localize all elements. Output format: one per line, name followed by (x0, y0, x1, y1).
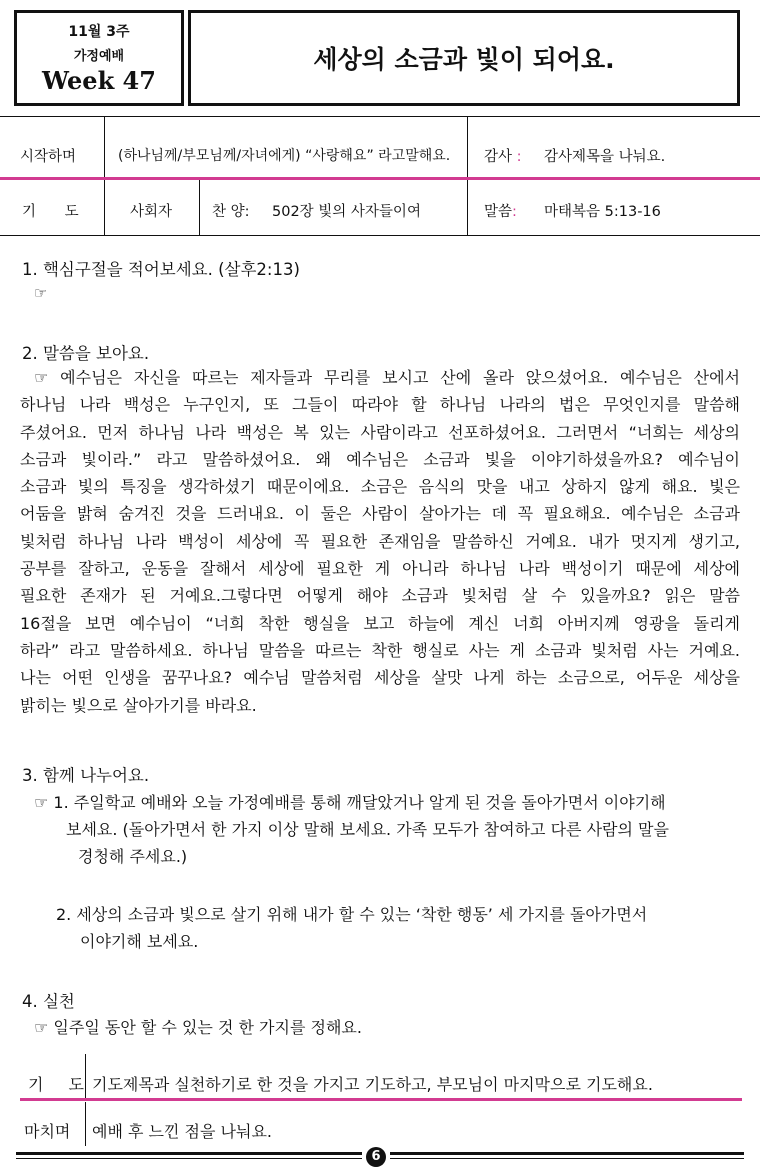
divider (467, 117, 468, 177)
question-2-line: 이야기해 보세요. (80, 932, 199, 951)
divider (199, 180, 200, 235)
thanks-colon: : (516, 149, 522, 165)
week-number: Week 47 (42, 66, 156, 95)
footer-rule (16, 1158, 362, 1159)
closing-end-label: 마치며 (24, 1122, 71, 1141)
table-top-rule (0, 116, 760, 117)
prayer-label: 기 도 (22, 204, 91, 220)
sermon-line: 주셨어요. 먼저 하나님 나라 백성은 복 있는 사람이라고 선포하셨어요. 그러면서 “너희는 세상의 (20, 422, 740, 442)
sermon-line: 빛처럼 하나님 나라 백성이 세상에 꼭 필요한 존재임을 말씀하신 거예요. 내가 멋지게 생기고, (20, 531, 740, 551)
page-title (188, 10, 740, 106)
section-3-title: 3. 함께 나누어요. (22, 766, 150, 785)
week-date: 11월 3주 (68, 24, 130, 40)
divider (85, 1102, 86, 1146)
sermon-line: 공부를 잘하고, 운동을 잘해서 세상에 필요한 게 아니라 하나님 나라 백성이기 때문에 세상에 (20, 559, 740, 579)
thanks-label: 감사 : (484, 149, 522, 165)
start-label: 시작하며 (20, 149, 77, 165)
section-2-title: 2. 말씀을 보아요. (22, 344, 150, 363)
question-1-line: 경청해 주세요.) (78, 847, 188, 866)
week-box (14, 10, 184, 106)
practice-line: ☞ 일주일 동안 할 수 있는 것 한 가지를 정해요. (34, 1018, 362, 1037)
sermon-line: 하라” 라고 말씀하세요. 하나님 말씀을 따르는 착한 행실로 사는 게 소금과 빛처럼 사는 거예요. (20, 640, 740, 660)
page-number: 6 (366, 1147, 386, 1167)
week-subtitle: 가정예배 (73, 49, 125, 64)
closing-mid-rule (20, 1098, 742, 1101)
sermon-line: ☞ 예수님은 자신을 따르는 제자들과 무리를 보시고 산에 올라 앉으셨어요. 예수님은 산에서 (34, 368, 740, 387)
footer-rule (390, 1152, 744, 1155)
section-1-title: 1. 핵심구절을 적어보세요. (살후2:13) (22, 260, 300, 279)
word-colon: : (512, 204, 517, 220)
word-text: 마태복음 5:13-16 (544, 204, 661, 220)
question-2-line: 2. 세상의 소금과 빛으로 살기 위해 내가 할 수 있는 ‘착한 행동’ 세 가지를 돌아가면서 (56, 905, 648, 924)
thanks-text: 감사제목을 나눠요. (544, 149, 666, 165)
sermon-line: 필요한 존재가 된 거예요.그렇다면 어떻게 해야 소금과 빛처럼 살 수 있을까요? 읽은 말씀 (20, 586, 740, 606)
sermon-line: 어둠을 밝혀 숨겨진 것을 드러내요. 이 둘은 사람이 살아가는 데 꼭 필요해요. 예수님은 소금과 (20, 504, 740, 524)
sermon-line: 밝히는 빛으로 살아가기를 바라요. (20, 695, 257, 715)
question-1-line: 보세요. (돌아가면서 한 가지 이상 말해 보세요. 가족 모두가 참여하고 다른 사람의 말을 (66, 820, 669, 839)
divider (104, 117, 105, 177)
closing-prayer-label: 기 도 (28, 1075, 94, 1094)
sermon-paragraph (20, 364, 740, 719)
sermon-line: 소금과 빛의 특징을 생각하셨기 때문이에요. 소금은 음식의 맛을 내고 상하지 않게 해요. 빛은 (20, 477, 740, 497)
leader-label: 사회자 (130, 204, 173, 220)
closing-end-text: 예배 후 느낀 점을 나눠요. (92, 1122, 272, 1141)
sermon-line: 나는 어떤 인생을 꿈꾸나요? 예수님 말씀처럼 세상을 살맛 나게 하는 소금으로, 어두운 세상을 (20, 668, 740, 688)
footer-rule (16, 1152, 362, 1155)
section-4-title: 4. 실천 (22, 992, 75, 1011)
sermon-line: 16절을 보면 예수님이 “너희 착한 행실을 보고 하늘에 계신 너희 아버지께 영광을 돌리게 (20, 613, 740, 633)
table-bottom-rule (0, 235, 760, 236)
hymn-label: 찬 양: (212, 204, 250, 220)
sermon-line: 소금과 빛이라.” 라고 말씀하셨어요. 왜 예수님은 소금과 빛을 이야기하셨을까요? 예수님이 (20, 449, 740, 469)
divider (467, 180, 468, 235)
page-title-text: 세상의 소금과 빛이 되어요. (313, 45, 615, 74)
divider (104, 180, 105, 235)
sermon-line: 하나님 나라 백성은 누구인지, 또 그들이 따라야 할 하나님 나라의 법은 무엇인지를 말씀해 (20, 395, 740, 415)
table-mid-rule (0, 177, 760, 180)
start-text: (하나님께/부모님께/자녀에게) “사랑해요” 라고말해요. (118, 148, 451, 164)
word-label: 말씀: (484, 204, 517, 220)
pointing-hand-icon: ☞ (34, 284, 48, 302)
closing-prayer-text: 기도제목과 실천하기로 한 것을 가지고 기도하고, 부모님이 마지막으로 기도해요. (92, 1075, 653, 1094)
question-1-line: ☞ 1. 주일학교 예배와 오늘 가정예배를 통해 깨달았거나 알게 된 것을 돌아가면서 이야기해 (34, 793, 666, 812)
footer-rule (390, 1158, 744, 1159)
hymn-text: 502장 빛의 사자들이여 (272, 204, 421, 220)
